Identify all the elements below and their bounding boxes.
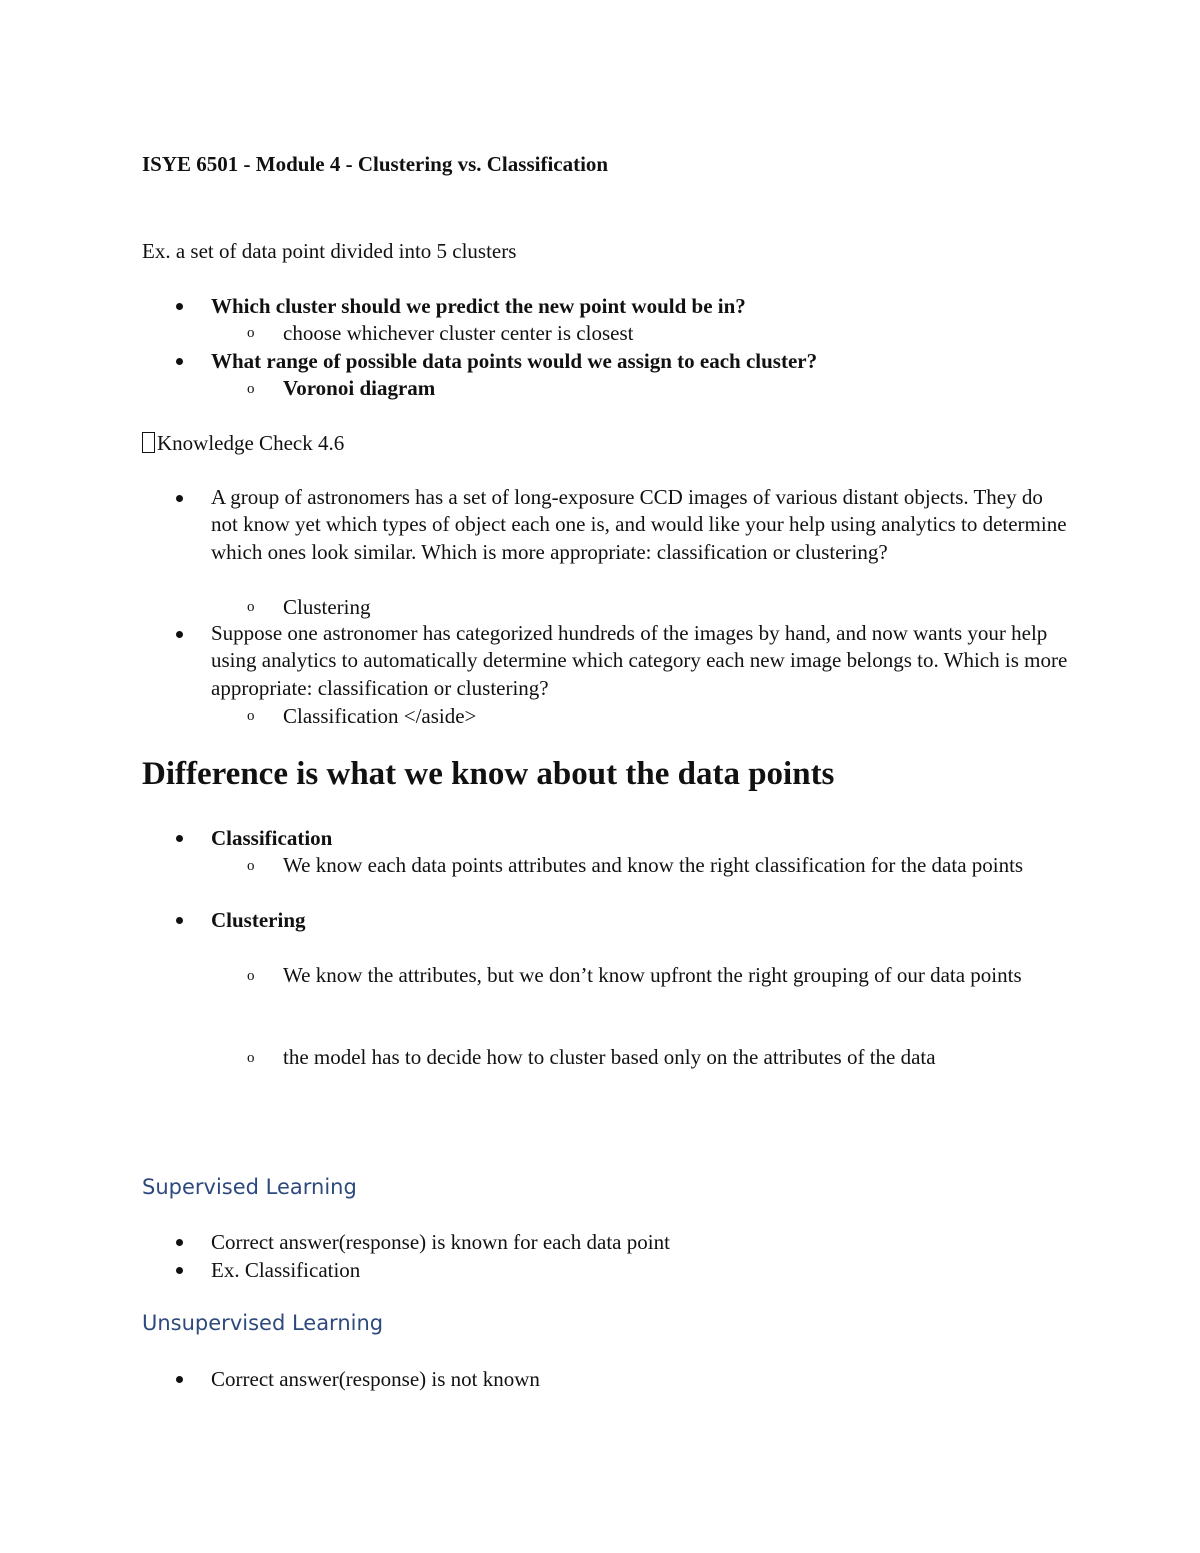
clustering-detail-2: the model has to decide how to cluster based only on the attributes of the data [283,1045,936,1069]
sub-bullet-marker: o [247,968,255,984]
bullet-dot [176,358,183,365]
bullet-dot [176,631,183,638]
clustering-label: Clustering [211,908,306,932]
sub-bullet-marker: o [247,325,255,341]
page-title: ISYE 6501 - Module 4 - Clustering vs. Classification [142,152,609,176]
sub-bullet-marker: o [247,599,255,615]
bullet-dot [176,1267,183,1274]
example-line: Ex. a set of data point divided into 5 clusters [142,239,517,263]
question-2-answer: Voronoi diagram [283,376,436,400]
sub-bullet-marker: o [247,1050,255,1066]
kc-answer-2: Classification </aside> [283,704,477,728]
sub-bullet-marker: o [247,708,255,724]
knowledge-check-heading [142,430,344,458]
heading-unsupervised-learning: Unsupervised Learning [142,1311,384,1335]
clustering-detail-1: We know the attributes, but we don’t know upfront the right grouping of our data points [283,963,1022,987]
question-1-answer: choose whichever cluster center is closest [283,321,634,345]
bullet-dot [176,835,183,842]
question-1: Which cluster should we predict the new point would be in? [211,294,746,318]
sub-bullet-marker: o [247,381,255,397]
unsupervised-item: Correct answer(response) is not known [211,1367,540,1391]
classification-detail: We know each data points attributes and know the right classification for the data points [283,853,1024,877]
bullet-dot [176,1376,183,1383]
supervised-item: Ex. Classification [211,1258,361,1282]
kc-answer-1: Clustering [283,595,371,619]
bullet-dot [176,495,183,502]
section-heading-difference: Difference is what we know about the data points [142,756,835,792]
sub-bullet-marker: o [247,858,255,874]
knowledge-check-label: Knowledge Check 4.6 [157,431,345,455]
heading-supervised-learning: Supervised Learning [142,1175,357,1199]
kc-question-2: Suppose one astronomer has categorized hundreds of the images by hand, and now wants your help using analytics to automatically determine which category each new image belongs to. Which is more appropriate: classification or clustering? [211,621,1068,700]
classification-label: Classification [211,826,333,850]
checkbox-glyph-icon [142,432,155,453]
question-2: What range of possible data points would we assign to each cluster? [211,349,818,373]
bullet-dot [176,917,183,924]
supervised-item: Correct answer(response) is known for each data point [211,1230,670,1254]
bullet-dot [176,303,183,310]
bullet-dot [176,1239,183,1246]
kc-question-1: A group of astronomers has a set of long-exposure CCD images of various distant objects. They do not know yet which types of object each one is, and would like your help using analytics to determine which ones look similar. Which is more appropriate: classification or clustering? [211,485,1067,564]
